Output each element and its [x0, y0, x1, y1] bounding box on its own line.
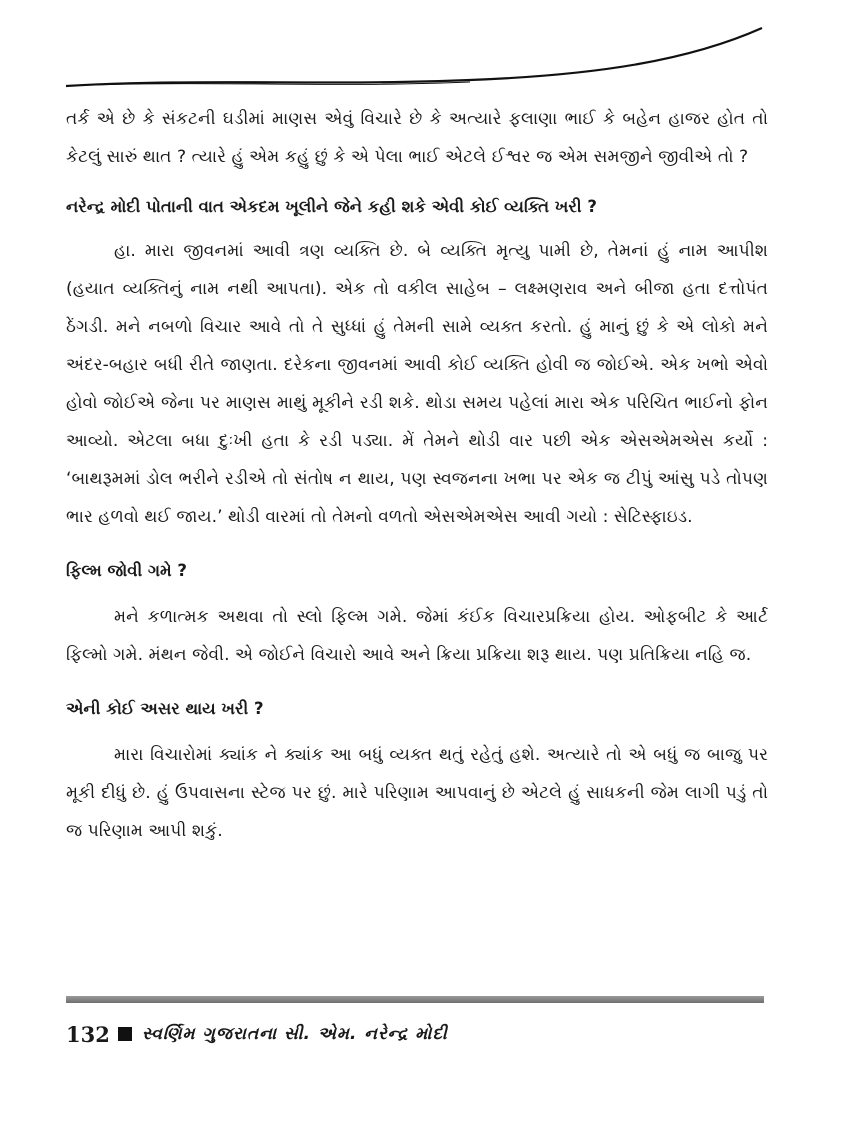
running-title: સ્વર્ણિમ ગુજરાતના સી. એમ. નરેન્દ્ર મોદી: [141, 1024, 448, 1044]
page-content: [66, 100, 768, 850]
square-bullet-icon: [118, 1027, 132, 1041]
decorative-wave-line: [0, 20, 856, 110]
footer-divider: [66, 996, 764, 1003]
page-number: 132: [66, 1021, 110, 1047]
paragraph-confidant-answer: હા. મારા જીવનમાં આવી ત્રણ વ્યક્તિ છે. બે વ્યક્તિ મૃત્યુ પામી છે, તેમનાં હું નામ આપીશ (હયાત વ્યક્તિનું નામ નથી આપતા). એક તો વકીલ સાહેબ – લક્ષ્મણરાવ અને બીજા હતા દત્તોપંત ઠેંગડી. મને નબળો વિચાર આવે તો તે સુધ્ધાં હું તેમની સામે વ્યક્ત કરતો. હું માનું છું કે એ લોકો મને અંદર-બહાર બધી રીતે જાણતા. દરેકના જીવનમાં આવી કોઈ વ્યક્તિ હોવી જ જોઈએ. એક ખભો એવો હોવો જોઈએ જેના પર માણસ માથું મૂકીને રડી શકે. થોડા સમય પહેલાં મારા એક પરિચિત ભાઈનો ફોન આવ્યો. એટલા બધા દુઃખી હતા કે રડી પડ્યા. મેં તેમને થોડી વાર પછી એક એસએમએસ કર્યો : ‘બાથરૂમમાં ડોલ ભરીને રડીએ તો સંતોષ ન થાય, પણ સ્વજનના ખભા પર એક જ ટીપું આંસુ પડે તોપણ ભાર હળવો થઈ જાય.’ થોડી વારમાં તો તેમનો વળતો એસએમએસ આવી ગયો : સેટિસ્ફાઇડ.: [66, 241, 768, 527]
question-confidant: નરેન્દ્ર મોદી પોતાની વાત એકદમ ખૂલીને જેને કહી શકે એવી કોઈ વ્યક્તિ ખરી ?: [66, 197, 597, 216]
paragraph-films-answer: મને કળાત્મક અથવા તો સ્લો ફિલ્મ ગમે. જેમાં કંઈક વિચારપ્રક્રિયા હોય. ઓફબીટ કે આર્ટ ફિલ્મો ગમે. મંથન જેવી. એ જોઈને વિચારો આવે અને ક્રિયા પ્રક્રિયા શરૂ થાય. પણ પ્રતિક્રિયા નહિ જ.: [66, 607, 768, 665]
question-films: ફિલ્મ જોવી ગમે ?: [66, 561, 187, 580]
question-influence: એની કોઈ અસર થાય ખરી ?: [66, 699, 264, 718]
paragraph-influence-answer: મારા વિચારોમાં ક્યાંક ને ક્યાંક આ બધું વ્યક્ત થતું રહેતું હશે. અત્યારે તો એ બધું જ બાજુ પર મૂકી દીધું છે. હું ઉપવાસના સ્ટેજ પર છું. મારે પરિણામ આપવાનું છે એટલે હું સાધકની જેમ લાગી પડું તો જ પરિણામ આપી શકું.: [66, 745, 768, 841]
paragraph-reasoning: તર્ક એ છે કે સંકટની ઘડીમાં માણસ એવું વિચારે છે કે અત્યારે ફલાણા ભાઈ કે બહેન હાજર હોત તો કેટલું સારું થાત ? ત્યારે હું એમ કહું છું કે એ પેલા ભાઈ એટલે ઈશ્વર જ એમ સમજીને જીવીએ તો ?: [66, 109, 768, 167]
page-footer: [66, 1018, 448, 1050]
